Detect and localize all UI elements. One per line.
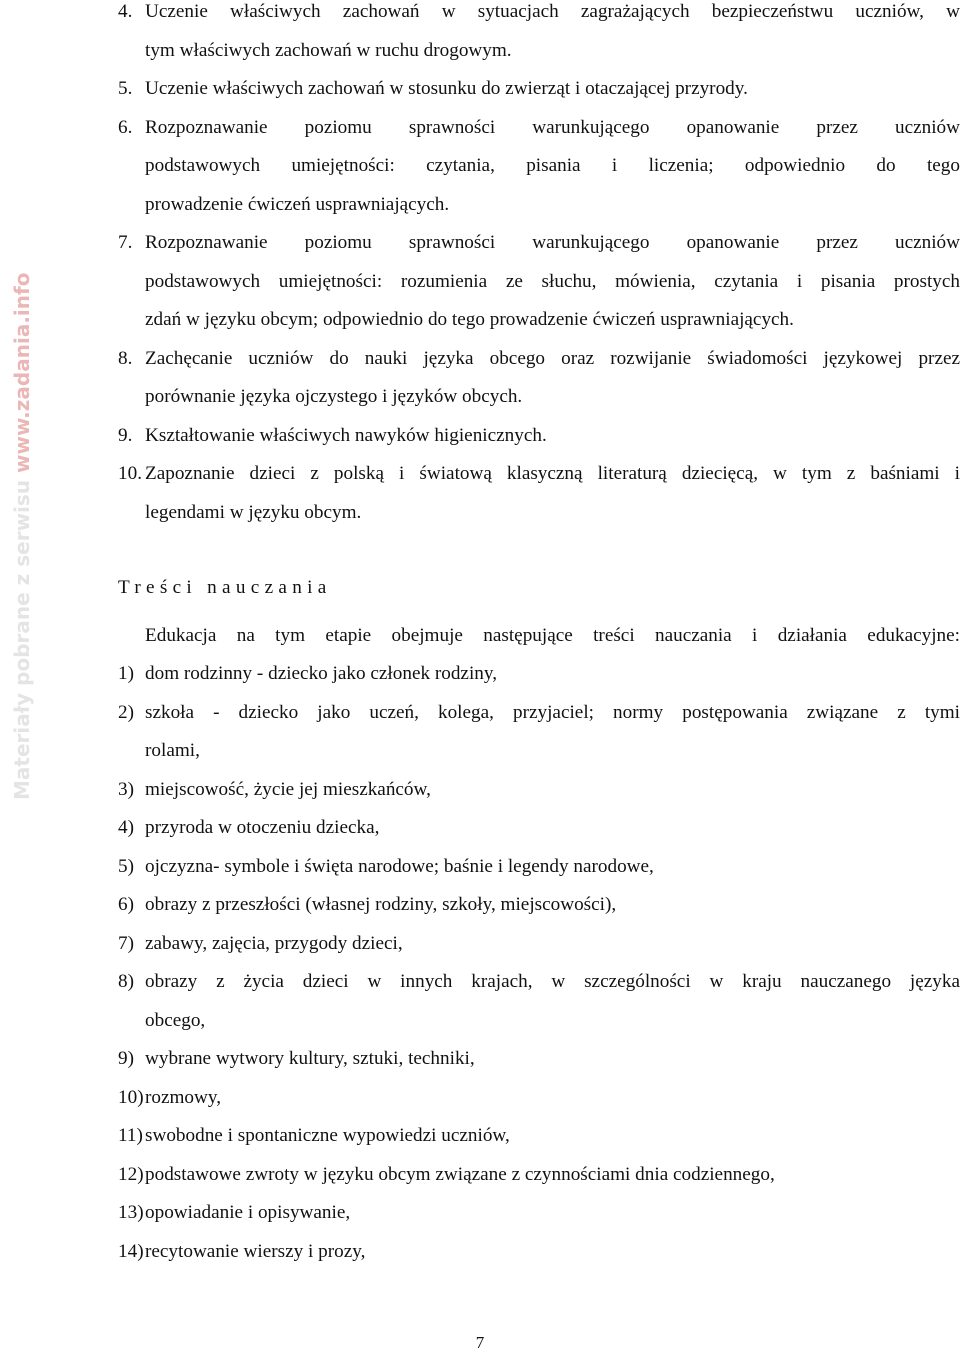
item-text: obrazy z życia dzieci w innych krajach, w szczególności w kraju nauczanego języka [145,971,960,992]
item-text: wybrane wytwory kultury, sztuki, techniki, [145,1048,475,1069]
item-text: obcego, [145,1009,206,1031]
item-text: podstawowe zwroty w języku obcym związane z czynnościami dnia codziennego, [145,1163,775,1185]
item-number: 3) [118,778,134,800]
objective-line [118,231,960,255]
content-line [118,1047,960,1071]
item-text: legendami w języku obcym. [145,501,362,523]
item-number: 8. [118,347,133,369]
item-text: podstawowych umiejętności: czytania, pisania i liczenia; odpowiednio do tego [145,155,960,176]
item-text: Zachęcanie uczniów do nauki języka obcego oraz rozwijanie świadomości językowej przez [145,347,960,369]
item-text: opowiadanie i opisywanie, [145,1202,351,1223]
item-number: 4) [118,817,134,838]
objective-line [118,385,960,409]
item-number: 9. [118,424,133,446]
watermark-site: www.zadania.info [10,272,34,473]
item-text: rozmowy, [145,1086,222,1108]
content-line [118,662,960,686]
item-number: 9) [118,1048,134,1069]
content-line [118,1086,960,1110]
item-text: Rozpoznawanie poziomu sprawności warunkującego opanowanie przez uczniów [145,232,960,253]
item-number: 11) [118,1125,143,1146]
objective-line [118,116,960,140]
item-number: 5. [118,78,133,99]
item-text: tym właściwych zachowań w ruchu drogowym. [145,39,512,61]
objective-line [118,0,960,24]
item-number: 6) [118,894,134,915]
page-number: 7 [475,1333,485,1352]
objective-line [118,424,960,448]
objective-line [118,193,960,217]
item-text: Kształtowanie właściwych nawyków higienicznych. [145,424,547,446]
item-text: miejscowość, życie jej mieszkańców, [145,778,431,800]
content-line [118,855,960,879]
objective-line [118,462,960,486]
item-text: Zapoznanie dzieci z polską i światową klasyczną literaturą dziecięcą, w tym z baśniami i [145,463,960,484]
item-text: recytowanie wierszy i prozy, [145,1240,366,1262]
item-number: 7) [118,932,134,954]
item-text: szkoła - dziecko jako uczeń, kolega, przyjaciel; normy postępowania związane z tymi [145,701,960,723]
item-text: Uczenie właściwych zachowań w sytuacjach zagrażających bezpieczeństwu uczniów, w [145,1,960,22]
content-line [118,739,960,763]
item-text: zdań w języku obcym; odpowiednio do tego prowadzenie ćwiczeń usprawniających. [145,309,794,330]
item-number: 5) [118,855,134,877]
objective-line [118,154,960,178]
item-number: 7. [118,232,133,253]
item-text: Rozpoznawanie poziomu sprawności warunkującego opanowanie przez uczniów [145,116,960,138]
item-number: 1) [118,663,134,684]
objective-line [118,501,960,525]
content-line [118,1201,960,1225]
content-line [118,1163,960,1187]
content-line [118,932,960,956]
content-line [118,778,960,802]
item-text: przyroda w otoczeniu dziecka, [145,817,380,838]
objective-line [118,270,960,294]
watermark-prefix: Materiały pobrane z serwisu [10,472,34,800]
contents-intro: Edukacja na tym etapie obejmuje następujące treści nauczania i działania edukacyjne: [145,625,960,646]
content-line [118,1009,960,1033]
objective-line [118,347,960,371]
item-text: rolami, [145,740,200,761]
item-text: swobodne i spontaniczne wypowiedzi uczniów, [145,1125,510,1146]
item-text: dom rodzinny - dziecko jako członek rodziny, [145,663,498,684]
content-line [118,1240,960,1264]
content-line [118,816,960,840]
item-number: 10) [118,1086,144,1108]
item-number: 10. [118,463,142,484]
item-text: podstawowych umiejętności: rozumienia ze słuchu, mówienia, czytania i pisania prostych [145,270,960,292]
item-text: obrazy z przeszłości (własnej rodziny, szkoły, miejscowości), [145,894,617,915]
item-text: Uczenie właściwych zachowań w stosunku do zwierząt i otaczającej przyrody. [145,78,748,99]
content-line [118,970,960,994]
item-number: 13) [118,1202,144,1223]
item-text: porównanie języka ojczystego i języków obcych. [145,386,523,407]
item-number: 14) [118,1240,144,1262]
item-number: 4. [118,1,133,22]
item-number: 8) [118,971,134,992]
content-line [118,1124,960,1148]
content-line [118,893,960,917]
section-title: Treści nauczania [118,577,332,598]
source-watermark [4,272,40,800]
objective-line [118,308,960,332]
item-number: 12) [118,1163,144,1185]
item-text: prowadzenie ćwiczeń usprawniających. [145,193,450,215]
objective-line [118,39,960,63]
item-number: 2) [118,701,134,723]
item-text: ojczyzna- symbole i święta narodowe; baśnie i legendy narodowe, [145,855,654,877]
content-line [118,701,960,725]
item-text: zabawy, zajęcia, przygody dzieci, [145,932,403,954]
objective-line [118,77,960,101]
item-number: 6. [118,116,133,138]
